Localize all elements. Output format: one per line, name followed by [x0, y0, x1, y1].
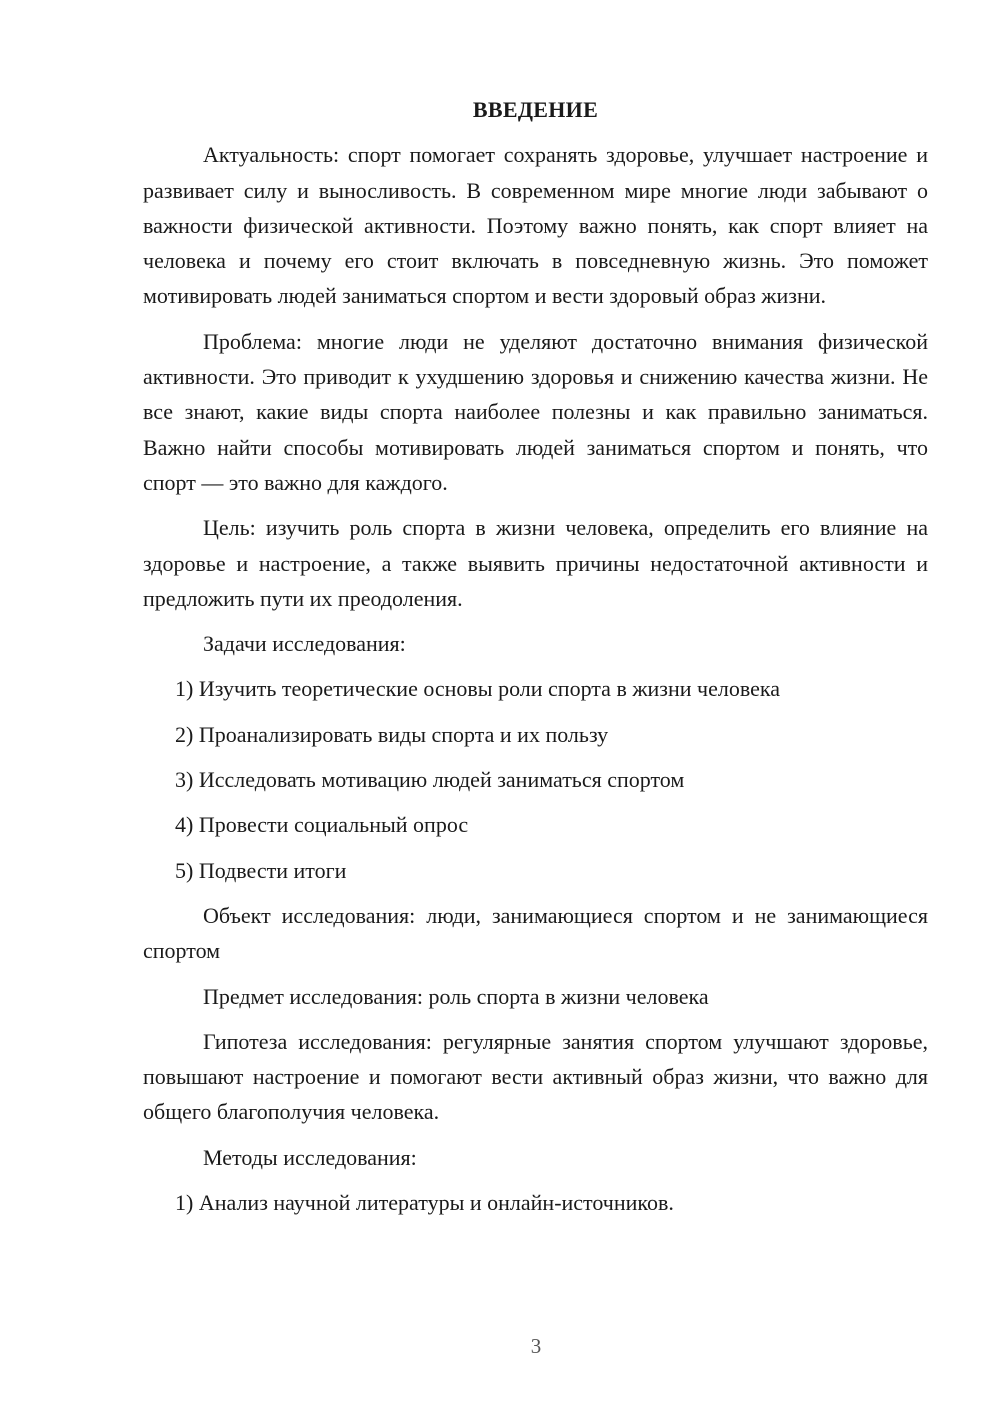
task-item: 5) Подвести итоги	[175, 857, 347, 883]
section-title: ВВЕДЕНИЕ	[472, 97, 599, 122]
page-number: 3	[530, 1334, 542, 1358]
task-item: 1) Изучить теоретические основы роли спорта в жизни человека	[175, 676, 780, 702]
method-item: 1) Анализ научной литературы и онлайн-источников.	[175, 1190, 674, 1216]
task-item: 3) Исследовать мотивацию людей заниматься спортом	[175, 767, 685, 793]
tasks-heading: Задачи исследования:	[203, 631, 406, 657]
methods-heading: Методы исследования:	[203, 1144, 417, 1170]
goal-paragraph: Цель: изучить роль спорта в жизни человека, определить его влияние на здоровье и настроение, а также выявить причины недостаточной активности и предложить пути их преодоления.	[143, 515, 928, 611]
hypothesis-paragraph: Гипотеза исследования: регулярные занятия спортом улучшают здоровье, повышают настроение и помогают вести активный образ жизни, что важно для общего благополучия человека.	[143, 1028, 928, 1125]
task-item: 4) Провести социальный опрос	[175, 812, 469, 838]
subject-paragraph: Предмет исследования: роль спорта в жизни человека	[203, 983, 709, 1009]
problem-paragraph: Проблема: многие люди не уделяют достаточно внимания физической активности. Это приводит к ухудшению здоровья и снижению качества жизни. Не все знают, какие виды спорта наиболее полезны и как правильно заниматься. Важно найти способы мотивировать людей заниматься спортом и понять, что спорт — это важно для каждого.	[143, 328, 928, 495]
object-paragraph: Объект исследования: люди, занимающиеся спортом и не занимающиеся спортом	[143, 902, 928, 964]
task-item: 2) Проанализировать виды спорта и их пользу	[175, 721, 609, 747]
relevance-paragraph: Актуальность: спорт помогает сохранять здоровье, улучшает настроение и развивает силу и выносливость. В современном мире многие люди забывают о важности физической активности. Поэтому важно понять, как спорт влияет на человека и почему его стоит включать в повседневную жизнь. Это поможет мотивировать людей заниматься спортом и вести здоровый образ жизни.	[143, 142, 928, 309]
document-page	[143, 92, 928, 1230]
